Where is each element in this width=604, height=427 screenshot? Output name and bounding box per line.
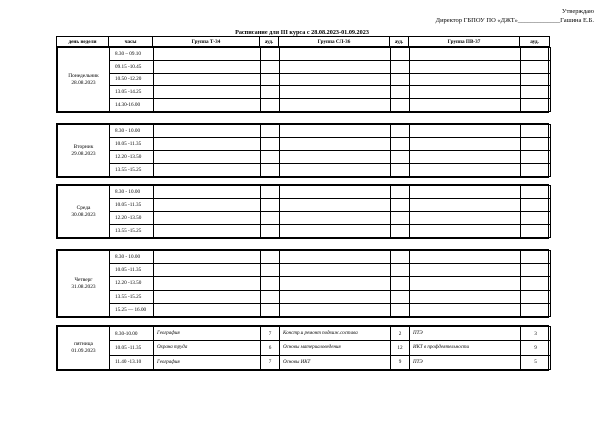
subject-cell-sl36	[280, 251, 391, 264]
aud-cell-sl36	[391, 125, 410, 138]
subject-cell-sl36	[280, 125, 391, 138]
subject-cell-sl36: Основы ИКТ	[280, 355, 391, 369]
subject-cell-pv37: ПТЭ	[410, 327, 521, 341]
day-cell	[58, 48, 110, 112]
aud-cell-t34	[261, 199, 280, 212]
aud-cell-sl36	[391, 251, 410, 264]
time-cell: 10.05 -11.35	[110, 199, 154, 212]
table-row	[58, 355, 551, 369]
subject-cell-sl36	[280, 199, 391, 212]
aud-cell-t34	[261, 164, 280, 177]
subject-cell-t34: География	[154, 327, 261, 341]
table-row	[58, 186, 551, 199]
header-group-sl36: Группа СЛ-36	[279, 37, 390, 48]
aud-cell-pv37: 3	[521, 327, 551, 341]
subject-cell-pv37	[410, 99, 521, 112]
subject-cell-sl36: Констр.и ремонт подвиж.состава	[280, 327, 391, 341]
day-block	[56, 184, 549, 239]
subject-cell-sl36	[280, 73, 391, 86]
aud-cell-sl36	[391, 99, 410, 112]
aud-cell-sl36	[391, 48, 410, 61]
time-cell: 8.30 - 10.00	[110, 251, 154, 264]
time-cell: 10.05 -11.35	[110, 264, 154, 277]
table-row	[58, 60, 551, 73]
subject-cell-pv37	[410, 264, 521, 277]
aud-cell-t34: 7	[261, 355, 280, 369]
aud-cell-t34	[261, 186, 280, 199]
subject-cell-pv37	[410, 86, 521, 99]
aud-cell-t34	[261, 86, 280, 99]
time-cell: 10.50 -12.20	[110, 73, 154, 86]
aud-cell-pv37	[521, 73, 551, 86]
day-block	[56, 249, 549, 318]
aud-cell-pv37	[521, 151, 551, 164]
header-day: день недели	[57, 37, 109, 48]
day-cell	[58, 125, 110, 177]
subject-cell-sl36	[280, 290, 391, 303]
subject-cell-sl36	[280, 86, 391, 99]
aud-cell-pv37	[521, 290, 551, 303]
subject-cell-t34	[154, 290, 261, 303]
aud-cell-t34	[261, 151, 280, 164]
time-cell: 10.05 -11.35	[110, 341, 154, 355]
header-aud-3: ауд.	[520, 37, 550, 48]
aud-cell-pv37	[521, 86, 551, 99]
header-aud-2: ауд.	[390, 37, 409, 48]
time-cell: 8.30 - 10.00	[110, 125, 154, 138]
subject-cell-t34	[154, 225, 261, 238]
time-cell: 13.55 -15.25	[110, 164, 154, 177]
aud-cell-t34	[261, 264, 280, 277]
day-date: 01.09.2023	[71, 348, 96, 354]
aud-cell-pv37	[521, 138, 551, 151]
header-hours: часы	[109, 37, 153, 48]
aud-cell-pv37	[521, 303, 551, 316]
aud-cell-sl36: 2	[391, 327, 410, 341]
day-date: 31.08.2023	[71, 283, 96, 290]
aud-cell-t34	[261, 99, 280, 112]
aud-cell-sl36	[391, 86, 410, 99]
day-block	[56, 123, 549, 178]
aud-cell-sl36	[391, 303, 410, 316]
aud-cell-sl36	[391, 186, 410, 199]
subject-cell-pv37	[410, 125, 521, 138]
aud-cell-t34: 6	[261, 341, 280, 355]
table-row	[58, 327, 551, 341]
subject-cell-t34	[154, 212, 261, 225]
aud-cell-sl36	[391, 60, 410, 73]
aud-cell-pv37	[521, 99, 551, 112]
aud-cell-t34	[261, 303, 280, 316]
aud-cell-t34	[261, 212, 280, 225]
day-name: Вторник	[73, 143, 94, 150]
subject-cell-t34	[154, 199, 261, 212]
aud-cell-sl36	[391, 277, 410, 290]
time-cell: 11.40 -13.10	[110, 355, 154, 369]
subject-cell-t34	[154, 73, 261, 86]
table-row	[58, 199, 551, 212]
aud-cell-pv37	[521, 48, 551, 61]
time-cell: 14.30-16.00	[110, 99, 154, 112]
day-block	[56, 46, 549, 113]
subject-cell-pv37	[410, 164, 521, 177]
day-block	[56, 325, 549, 371]
table-row	[58, 277, 551, 290]
aud-cell-t34: 7	[261, 327, 280, 341]
aud-cell-t34	[261, 225, 280, 238]
day-date: 28.08.2023	[71, 79, 96, 86]
subject-cell-pv37	[410, 73, 521, 86]
day-name: пятница	[74, 341, 93, 348]
subject-cell-pv37	[410, 290, 521, 303]
subject-cell-sl36	[280, 151, 391, 164]
subject-cell-t34	[154, 251, 261, 264]
subject-cell-pv37: ПТЭ	[410, 355, 521, 369]
time-cell: 8.30 – 09.10	[110, 48, 154, 61]
day-name: Понедельник	[68, 72, 99, 79]
approval-line-2: Директор ГБПОУ ПО «ДЖТ»_____________Гашина Е.Б.	[435, 16, 594, 24]
table-row	[58, 341, 551, 355]
aud-cell-pv37	[521, 199, 551, 212]
subject-cell-pv37	[410, 212, 521, 225]
header-aud-1: ауд.	[260, 37, 279, 48]
time-cell: 8.30 - 10.00	[110, 186, 154, 199]
aud-cell-pv37	[521, 164, 551, 177]
subject-cell-pv37: ИКТ в профдеятельности	[410, 341, 521, 355]
aud-cell-t34	[261, 60, 280, 73]
subject-cell-sl36	[280, 225, 391, 238]
subject-cell-sl36	[280, 138, 391, 151]
time-cell: 10.05 -11.35	[110, 138, 154, 151]
header-group-t34: Группа Т-34	[153, 37, 260, 48]
aud-cell-sl36	[391, 290, 410, 303]
subject-cell-sl36	[280, 277, 391, 290]
day-cell	[58, 251, 110, 317]
aud-cell-t34	[261, 277, 280, 290]
subject-cell-t34	[154, 125, 261, 138]
table-row	[58, 164, 551, 177]
aud-cell-pv37	[521, 277, 551, 290]
aud-cell-sl36: 9	[391, 355, 410, 369]
aud-cell-t34	[261, 138, 280, 151]
aud-cell-sl36	[391, 212, 410, 225]
aud-cell-pv37	[521, 225, 551, 238]
aud-cell-pv37	[521, 125, 551, 138]
time-cell: 13.55 -15.25	[110, 290, 154, 303]
subject-cell-pv37	[410, 251, 521, 264]
aud-cell-sl36: 12	[391, 341, 410, 355]
subject-cell-sl36: Основы материаловедения	[280, 341, 391, 355]
time-cell: 13.55 -15.25	[110, 225, 154, 238]
aud-cell-sl36	[391, 73, 410, 86]
approval-line-1: Утверждаю	[561, 8, 594, 15]
day-name: Четверг	[74, 276, 93, 283]
approval-block	[436, 8, 594, 25]
time-cell: 13.05 -14.25	[110, 86, 154, 99]
aud-cell-pv37	[521, 60, 551, 73]
subject-cell-sl36	[280, 164, 391, 177]
table-row	[58, 303, 551, 316]
table-row	[58, 48, 551, 61]
subject-cell-sl36	[280, 212, 391, 225]
day-name: Среда	[76, 204, 91, 211]
subject-cell-sl36	[280, 186, 391, 199]
subject-cell-t34	[154, 86, 261, 99]
subject-cell-pv37	[410, 60, 521, 73]
subject-cell-t34	[154, 138, 261, 151]
aud-cell-pv37	[521, 264, 551, 277]
subject-cell-pv37	[410, 225, 521, 238]
table-row	[58, 86, 551, 99]
subject-cell-sl36	[280, 264, 391, 277]
table-row	[58, 290, 551, 303]
header-group-pv37: Группа ПВ-37	[409, 37, 520, 48]
subject-cell-sl36	[280, 99, 391, 112]
time-cell: 12.20 -13.50	[110, 277, 154, 290]
table-row	[58, 151, 551, 164]
aud-cell-t34	[261, 73, 280, 86]
day-date: 29.08.2023	[71, 150, 96, 157]
time-cell: 15.25 — 16.00	[110, 303, 154, 316]
subject-cell-t34	[154, 99, 261, 112]
aud-cell-t34	[261, 290, 280, 303]
subject-cell-t34: Охрана труда	[154, 341, 261, 355]
aud-cell-sl36	[391, 264, 410, 277]
time-cell: 8.30-10.00	[110, 327, 154, 341]
subject-cell-t34	[154, 164, 261, 177]
subject-cell-pv37	[410, 151, 521, 164]
aud-cell-pv37	[521, 186, 551, 199]
aud-cell-t34	[261, 125, 280, 138]
subject-cell-sl36	[280, 60, 391, 73]
aud-cell-pv37	[521, 212, 551, 225]
subject-cell-t34: География	[154, 355, 261, 369]
subject-cell-t34	[154, 186, 261, 199]
subject-cell-pv37	[410, 199, 521, 212]
time-cell: 12.20 -13.50	[110, 212, 154, 225]
aud-cell-pv37	[521, 251, 551, 264]
table-row	[58, 138, 551, 151]
time-cell: 12.20 -13.50	[110, 151, 154, 164]
subject-cell-t34	[154, 60, 261, 73]
table-row	[58, 99, 551, 112]
aud-cell-sl36	[391, 164, 410, 177]
table-row	[58, 125, 551, 138]
table-row	[58, 264, 551, 277]
subject-cell-t34	[154, 151, 261, 164]
aud-cell-sl36	[391, 151, 410, 164]
table-row	[58, 251, 551, 264]
subject-cell-t34	[154, 303, 261, 316]
aud-cell-pv37: 5	[521, 355, 551, 369]
aud-cell-sl36	[391, 225, 410, 238]
table-row	[58, 225, 551, 238]
aud-cell-sl36	[391, 199, 410, 212]
table-row	[58, 212, 551, 225]
subject-cell-pv37	[410, 186, 521, 199]
subject-cell-t34	[154, 264, 261, 277]
day-cell	[58, 327, 110, 370]
day-cell	[58, 186, 110, 238]
time-cell: 09.15 -10.45	[110, 60, 154, 73]
subject-cell-pv37	[410, 48, 521, 61]
day-date: 30.08.2023	[71, 211, 96, 218]
subject-cell-t34	[154, 48, 261, 61]
table-row	[58, 73, 551, 86]
aud-cell-pv37: 9	[521, 341, 551, 355]
page-title: Расписание для III курса с 28.08.2023-01.09.2023	[235, 29, 369, 36]
aud-cell-t34	[261, 251, 280, 264]
subject-cell-sl36	[280, 303, 391, 316]
aud-cell-sl36	[391, 138, 410, 151]
subject-cell-t34	[154, 277, 261, 290]
subject-cell-pv37	[410, 138, 521, 151]
subject-cell-pv37	[410, 303, 521, 316]
subject-cell-sl36	[280, 48, 391, 61]
subject-cell-pv37	[410, 277, 521, 290]
aud-cell-t34	[261, 48, 280, 61]
